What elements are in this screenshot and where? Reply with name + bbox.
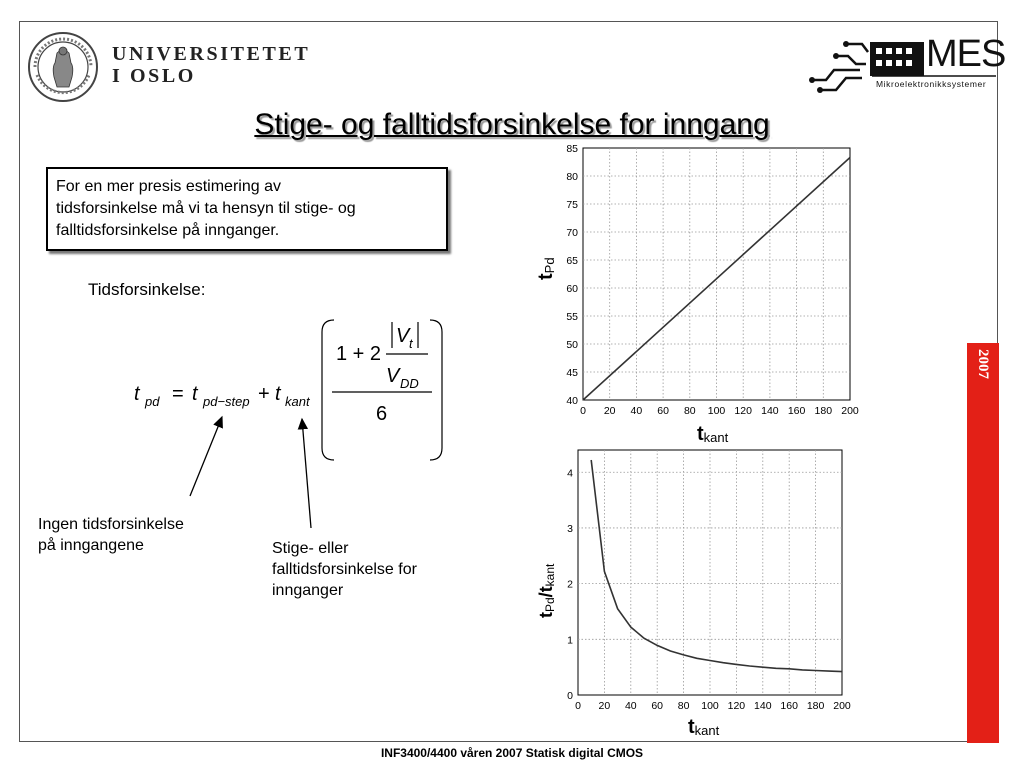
annotation-right-line2: falltidsforsinkelse for: [272, 561, 417, 578]
x-tick-label: 40: [624, 700, 637, 712]
x-tick-label: 60: [651, 700, 664, 712]
y-tick-label: 60: [566, 283, 578, 295]
y-tick-label: 4: [567, 467, 573, 480]
x-tick-label: 0: [580, 405, 586, 417]
x-tick-label: 140: [754, 700, 772, 712]
x-tick-label: 120: [727, 700, 746, 712]
university-name: [112, 43, 310, 87]
y-tick-label: 75: [566, 199, 578, 211]
formula-term1: t: [192, 383, 198, 405]
x-tick-label: 140: [761, 405, 779, 417]
y-axis-label-main: t: [535, 273, 557, 280]
formula-vdd-sub: DD: [400, 376, 419, 391]
formula-vt: V: [396, 325, 410, 347]
formula-equals: =: [172, 383, 184, 405]
x-tick-label: 40: [630, 405, 643, 417]
formula-lhs-sub: pd: [145, 394, 160, 409]
formula-lhs: t: [134, 383, 140, 405]
x-tick-label: 0: [575, 700, 581, 712]
university-line2: I OSLO: [112, 65, 196, 87]
info-line-2: tidsforsinkelse må vi ta hensyn til stige- og: [56, 200, 356, 217]
x-axis-label-sub: kant: [694, 723, 720, 738]
x-tick-label: 80: [683, 405, 696, 417]
mes-subtitle: Mikroelektronikksystemer: [876, 79, 987, 89]
x-axis-label-sub: kant: [703, 430, 729, 445]
y-tick-label: 70: [566, 227, 578, 239]
info-line-3: falltidsforsinkelse på innganger.: [56, 222, 280, 239]
annotation-right-line3: innganger: [272, 582, 344, 599]
slide-title: Stige- og falltidsforsinkelse for inngang: [254, 108, 770, 141]
formula-vt-sub: t: [409, 336, 413, 351]
annotation-left-line2: på inngangene: [38, 537, 144, 554]
year-badge-bar: [967, 343, 999, 743]
y-tick-label: 0: [567, 690, 573, 702]
formula-vdd: V: [386, 365, 400, 387]
y-tick-label: 40: [566, 395, 578, 407]
x-tick-label: 120: [734, 405, 752, 417]
chart-tpd-vs-tkant: [530, 140, 870, 445]
y-axis-label: [536, 563, 557, 618]
right-paren: [430, 320, 442, 460]
formula-term2-sub: kant: [285, 394, 310, 409]
x-axis-label-main: t: [688, 716, 695, 738]
y-tick-label: 65: [566, 255, 578, 267]
formula-term1-sub: pd−step: [203, 394, 250, 409]
formula-term2: t: [275, 383, 281, 405]
left-paren: [322, 320, 334, 460]
x-tick-label: 20: [598, 700, 611, 712]
formula-one-plus-two: 1 + 2: [336, 343, 382, 365]
formula-denominator: 6: [376, 403, 388, 425]
y-tick-label: 2: [567, 578, 573, 591]
tidsforsinkelse-label: Tidsforsinkelse:: [88, 280, 206, 299]
x-axis-label: [688, 716, 720, 738]
y-tick-label: 80: [566, 171, 578, 183]
annotation-right-line1: Stige- eller: [272, 540, 349, 557]
x-tick-label: 160: [787, 405, 806, 417]
university-line1: UNIVERSITETET: [112, 43, 311, 65]
x-axis-label: [697, 423, 729, 445]
annotation-right: [272, 538, 417, 601]
x-tick-label: 20: [603, 405, 616, 417]
y-tick-label: 1: [567, 634, 573, 647]
x-tick-label: 160: [780, 700, 798, 712]
x-tick-label: 180: [814, 405, 833, 417]
y-tick-label: 50: [566, 339, 578, 351]
info-box: [46, 167, 448, 251]
university-seal-logo: [27, 31, 99, 103]
y-axis-label-mid: /t: [536, 586, 556, 598]
info-line-1: For en mer presis estimering av: [56, 178, 281, 195]
x-tick-label: 180: [806, 700, 825, 712]
y-tick-label: 85: [566, 143, 578, 155]
y-axis-label: [535, 257, 557, 280]
x-tick-label: 80: [677, 700, 690, 712]
y-tick-label: 55: [566, 311, 578, 323]
footer: INF3400/4400 våren 2007 Statisk digital CMOS: [380, 746, 644, 760]
annotation-left-line1: Ingen tidsforsinkelse: [38, 516, 184, 533]
year-badge: 2007: [975, 349, 991, 379]
x-tick-label: 100: [707, 405, 726, 417]
x-tick-label: 60: [657, 405, 669, 417]
y-axis-label-sub2: kant: [543, 563, 557, 587]
chart-tpd-over-tkant: [530, 445, 870, 740]
y-axis-label-main: t: [536, 612, 556, 618]
mes-logo-text: MES: [926, 33, 1006, 75]
annotation-left: [38, 514, 184, 556]
x-axis-label-main: t: [697, 423, 704, 445]
x-tick-label: 200: [833, 700, 851, 712]
x-tick-label: 200: [841, 405, 859, 417]
y-axis-label-sub: Pd: [542, 257, 557, 274]
y-tick-label: 45: [566, 367, 578, 379]
y-axis-label-sub: Pd: [543, 597, 557, 612]
x-tick-label: 100: [701, 700, 719, 712]
delay-formula: [128, 312, 458, 472]
formula-plus: +: [258, 383, 270, 405]
y-tick-label: 3: [567, 522, 573, 535]
